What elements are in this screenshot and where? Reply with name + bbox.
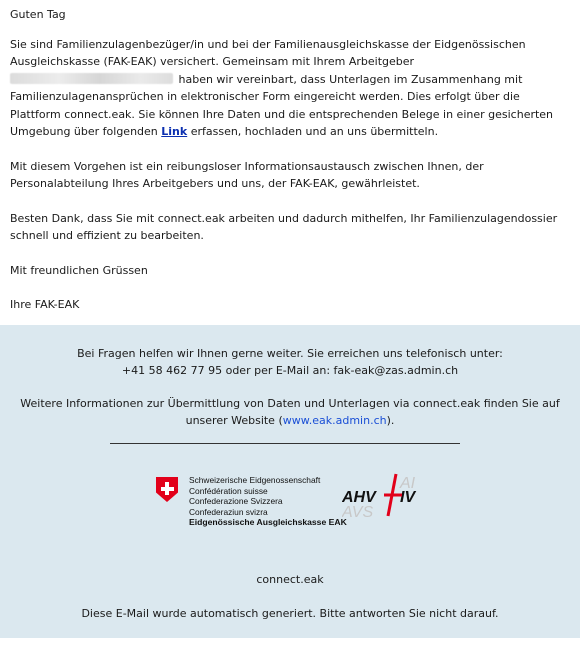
divider: [110, 443, 460, 444]
email-body: [0, 0, 580, 314]
more-info-text: Weitere Informationen zur Übermittlung von Daten und Unterlagen via connect.eak finden Sie auf unserer Website (www.eak.admin.ch).: [20, 397, 560, 427]
platform-name: connect.eak: [256, 573, 324, 586]
signature: Ihre FAK-EAK: [10, 298, 80, 311]
contact-line-2: +41 58 462 77 95 oder per E-Mail an: fak-eak@zas.admin.ch: [121, 364, 459, 377]
paragraph-thanks: Besten Dank, dass Sie mit connect.eak arbeiten und dadurch mithelfen, Ihr Familienzulagendossier schnell und effizient zu bearbeiten.: [10, 211, 558, 242]
more-info: [0, 395, 580, 429]
svg-text:IV: IV: [400, 489, 416, 506]
svg-text:AHV: AHV: [342, 489, 376, 506]
svg-text:AVS: AVS: [342, 504, 374, 518]
redacted-employer-name: [10, 73, 173, 84]
contact-line-1: Bei Fragen helfen wir Ihnen gerne weiter. Sie erreichen uns telefonisch unter:: [77, 347, 503, 360]
paragraph-intro: [10, 36, 570, 141]
confederation-text: Schweizerische Eidgenossenschaft Confédération suisse Confederazione Svizzera Confederaziun svizra Eidgenössische Ausgleichskasse EAK: [189, 475, 347, 527]
auto-generated-notice: Diese E-Mail wurde automatisch generiert. Bitte antworten Sie nicht darauf.: [81, 607, 499, 620]
swiss-cross-icon: [156, 477, 178, 502]
paragraph-process: Mit diesem Vorgehen ist ein reibungsloser Informationsaustausch zwischen Ihnen, der Personalabteilung Ihres Arbeitgebers und uns, der FAK-EAK, gewährleistet.: [10, 159, 484, 190]
email-footer: [0, 325, 580, 638]
closing: Mit freundlichen Grüssen: [10, 263, 148, 277]
intro-text-3: erfassen, hochladen und an uns übermitteln.: [190, 125, 439, 138]
intro-text-1: Sie sind Familienzulagenbezüger/in und bei der Familienausgleichskasse der Eidgenössischen Ausgleichskasse (FAK-EAK) versichert. Gemeinsam mit Ihrem Arbeitgeber: [10, 37, 526, 68]
greeting: Guten Tag: [10, 8, 66, 21]
svg-text:AI: AI: [400, 475, 416, 492]
ahv-iv-logo-icon: [342, 472, 422, 518]
contact-info: [0, 345, 580, 379]
website-link[interactable]: www.eak.admin.ch: [282, 414, 387, 427]
federal-logo: [156, 475, 426, 545]
intro-text-2: haben wir vereinbart, dass Unterlagen im Zusammenhang mit Familienzulagenansprüchen in elektronischer Form eingereicht werden. Dies erfolgt über die Plattform connect.eak. Sie können Ihre Daten und die entsprechenden Belege in einer gesicherten Umgebung über folgenden: [10, 72, 554, 138]
connect-link[interactable]: Link: [161, 125, 188, 138]
